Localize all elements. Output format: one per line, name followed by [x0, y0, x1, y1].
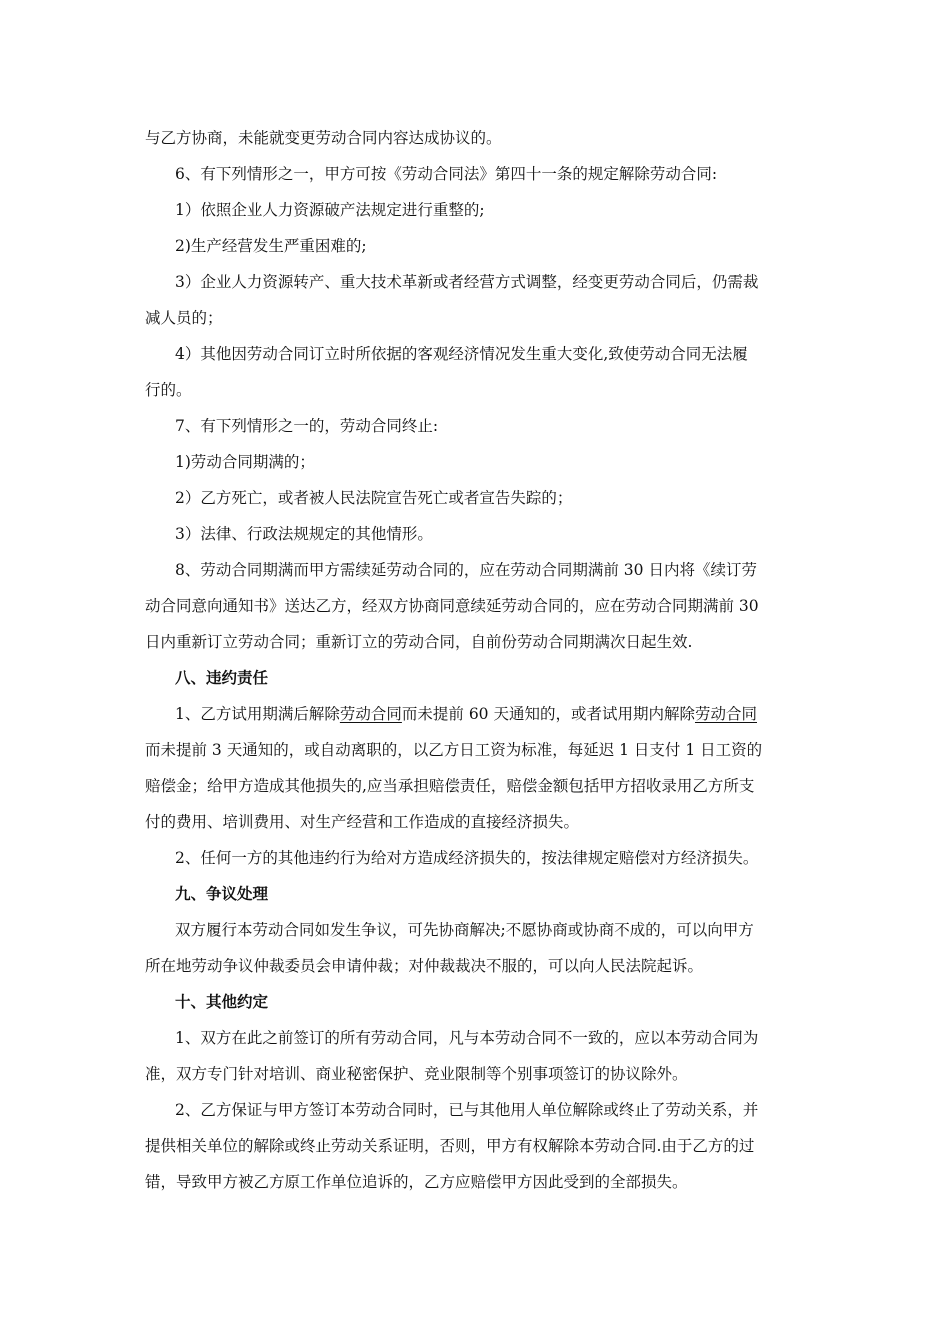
- breach-clause-1-cont: 赔偿金；给甲方造成其他损失的,应当承担赔偿责任，赔偿金额包括甲方招收录用乙方所支: [145, 777, 755, 795]
- clause-6-item-1: 1）依照企业人力资源破产法规定进行重整的;: [175, 201, 485, 219]
- clause-8-cont: 动合同意向通知书》送达乙方，经双方协商同意续延劳动合同的，应在劳动合同期满前 30: [145, 597, 759, 615]
- other-clause-2-cont: 提供相关单位的解除或终止劳动关系证明，否则，甲方有权解除本劳动合同.由于乙方的过: [145, 1137, 755, 1155]
- clause-6-item-4: 4）其他因劳动合同订立时所依据的客观经济情况发生重大变化,致使劳动合同无法履: [175, 345, 748, 363]
- dispute-paragraph: 双方履行本劳动合同如发生争议，可先协商解决;不愿协商或协商不成的，可以向甲方: [175, 921, 754, 939]
- clause-6-item-3-cont: 减人员的；: [145, 309, 223, 327]
- breach-clause-1-cont: 而未提前 3 天通知的，或自动离职的，以乙方日工资为标准，每延迟 1 日支付 1 日工资的: [145, 741, 763, 759]
- clause-6: 6、有下列情形之一，甲方可按《劳动合同法》第四十一条的规定解除劳动合同:: [175, 165, 718, 183]
- text-run: 而未提前 60 天通知的，或者试用期内解除: [401, 705, 695, 723]
- breach-clause-1-cont: 付的费用、培训费用、对生产经营和工作造成的直接经济损失。: [145, 813, 580, 831]
- other-clause-1: 1、双方在此之前签订的所有劳动合同，凡与本劳动合同不一致的，应以本劳动合同为: [175, 1029, 759, 1047]
- section-heading-other: 十、其他约定: [175, 992, 269, 1011]
- clause-6-item-3: 3）企业人力资源转产、重大技术革新或者经营方式调整，经变更劳动合同后，仍需裁: [175, 273, 759, 291]
- clause-6-item-4-cont: 行的。: [145, 381, 192, 399]
- underlined-term: 劳动合同: [339, 705, 402, 723]
- clause-8: 8、劳动合同期满而甲方需续延劳动合同的，应在劳动合同期满前 30 日内将《续订劳: [175, 561, 757, 579]
- breach-clause-1: [175, 704, 757, 724]
- other-clause-2: 2、乙方保证与甲方签订本劳动合同时，已与其他用人单位解除或终止了劳动关系，并: [175, 1101, 759, 1119]
- clause-7-item-2: 2）乙方死亡，或者被人民法院宣告死亡或者宣告失踪的；: [175, 489, 573, 507]
- underlined-term: 劳动合同: [694, 705, 757, 723]
- text-run: 1、乙方试用期满后解除: [175, 705, 340, 723]
- other-clause-2-cont: 错，导致甲方被乙方原工作单位追诉的，乙方应赔偿甲方因此受到的全部损失。: [145, 1173, 688, 1191]
- section-heading-dispute: 九、争议处理: [175, 884, 269, 903]
- clause-8-cont: 日内重新订立劳动合同；重新订立的劳动合同，自前份劳动合同期满次日起生效.: [145, 633, 693, 651]
- clause-7: 7、有下列情形之一的，劳动合同终止:: [175, 417, 439, 435]
- other-clause-1-cont: 准，双方专门针对培训、商业秘密保护、竞业限制等个别事项签订的协议除外。: [145, 1065, 688, 1083]
- clause-7-item-3: 3）法律、行政法规规定的其他情形。: [175, 525, 433, 543]
- section-heading-breach: 八、违约责任: [175, 668, 269, 687]
- dispute-paragraph-cont: 所在地劳动争议仲裁委员会申请仲裁；对仲裁裁决不服的，可以向人民法院起诉。: [145, 957, 704, 975]
- breach-clause-2: 2、任何一方的其他违约行为给对方造成经济损失的，按法律规定赔偿对方经济损失。: [175, 849, 759, 867]
- clause-7-item-1: 1)劳动合同期满的；: [175, 453, 315, 471]
- paragraph-line: 与乙方协商，未能就变更劳动合同内容达成协议的。: [145, 129, 502, 147]
- clause-6-item-2: 2)生产经营发生严重困难的;: [175, 237, 367, 255]
